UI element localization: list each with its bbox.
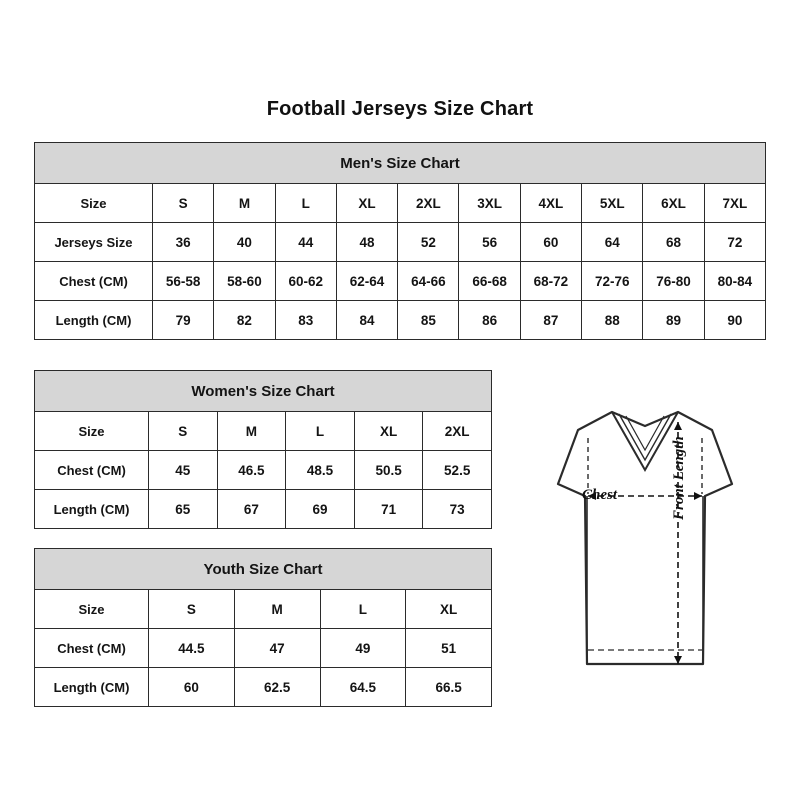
page-title: Football Jerseys Size Chart: [266, 98, 534, 120]
table-cell: 47: [234, 629, 320, 668]
table-cell: 56-58: [153, 262, 214, 301]
table-cell: M: [234, 590, 320, 629]
table-cell: 2XL: [398, 184, 459, 223]
table-cell: 84: [336, 301, 397, 340]
youth-section-heading: Youth Size Chart: [35, 549, 492, 590]
table-cell: 52: [398, 223, 459, 262]
table-cell: 51: [406, 629, 492, 668]
table-cell: 56: [459, 223, 520, 262]
row-label: Chest (CM): [35, 262, 153, 301]
row-label: Size: [35, 590, 149, 629]
table-section-header-row: [35, 371, 492, 412]
table-cell: 67: [217, 490, 286, 529]
table-cell: 86: [459, 301, 520, 340]
table-cell: 66-68: [459, 262, 520, 301]
table-cell: 7XL: [704, 184, 765, 223]
table-cell: M: [217, 412, 286, 451]
table-cell: 64: [582, 223, 643, 262]
table-cell: XL: [336, 184, 397, 223]
table-cell: 49: [320, 629, 406, 668]
womens-section-heading: Women's Size Chart: [35, 371, 492, 412]
table-cell: 52.5: [423, 451, 492, 490]
mens-size-table: [34, 142, 766, 340]
table-cell: L: [275, 184, 336, 223]
youth-size-table: [34, 548, 492, 707]
table-row: [35, 590, 492, 629]
mens-size-table-wrapper: [34, 142, 766, 340]
womens-size-table: [34, 370, 492, 529]
table-row: [35, 629, 492, 668]
row-label: Length (CM): [35, 490, 149, 529]
table-cell: 68: [643, 223, 704, 262]
row-label: Length (CM): [35, 668, 149, 707]
row-label: Chest (CM): [35, 451, 149, 490]
table-section-header-row: [35, 549, 492, 590]
table-cell: 60-62: [275, 262, 336, 301]
table-cell: 73: [423, 490, 492, 529]
table-row: [35, 412, 492, 451]
table-row: [35, 301, 766, 340]
mens-section-heading: Men's Size Chart: [35, 143, 766, 184]
table-cell: 65: [149, 490, 218, 529]
table-cell: 72: [704, 223, 765, 262]
row-label: Chest (CM): [35, 629, 149, 668]
table-section-header-row: [35, 143, 766, 184]
table-cell: 66.5: [406, 668, 492, 707]
table-cell: 69: [286, 490, 355, 529]
table-row: [35, 262, 766, 301]
table-cell: XL: [354, 412, 423, 451]
youth-size-table-wrapper: [34, 548, 492, 707]
table-cell: M: [214, 184, 275, 223]
table-cell: 64.5: [320, 668, 406, 707]
table-row: [35, 668, 492, 707]
table-cell: L: [286, 412, 355, 451]
table-cell: 80-84: [704, 262, 765, 301]
table-cell: 62.5: [234, 668, 320, 707]
chest-dimension-label: Chest: [582, 487, 618, 503]
table-cell: 87: [520, 301, 581, 340]
womens-size-table-wrapper: [34, 370, 492, 529]
table-cell: 68-72: [520, 262, 581, 301]
table-cell: 36: [153, 223, 214, 262]
table-cell: 44.5: [149, 629, 235, 668]
table-cell: 79: [153, 301, 214, 340]
table-cell: 72-76: [582, 262, 643, 301]
table-cell: 89: [643, 301, 704, 340]
table-cell: 60: [149, 668, 235, 707]
tshirt-measurement-diagram: [500, 392, 790, 692]
table-cell: 83: [275, 301, 336, 340]
table-row: [35, 490, 492, 529]
table-cell: 40: [214, 223, 275, 262]
table-cell: 64-66: [398, 262, 459, 301]
table-row: [35, 223, 766, 262]
table-cell: 90: [704, 301, 765, 340]
table-cell: S: [149, 590, 235, 629]
table-cell: 6XL: [643, 184, 704, 223]
table-cell: 44: [275, 223, 336, 262]
tshirt-icon: [500, 392, 790, 692]
table-row: [35, 184, 766, 223]
table-cell: 76-80: [643, 262, 704, 301]
table-cell: XL: [406, 590, 492, 629]
row-label: Size: [35, 412, 149, 451]
row-label: Jerseys Size: [35, 223, 153, 262]
table-cell: 85: [398, 301, 459, 340]
table-cell: 88: [582, 301, 643, 340]
table-cell: 45: [149, 451, 218, 490]
front-length-dimension-label: Front Length: [671, 436, 687, 520]
table-cell: 71: [354, 490, 423, 529]
table-cell: 3XL: [459, 184, 520, 223]
table-row: [35, 451, 492, 490]
table-cell: S: [149, 412, 218, 451]
table-cell: 62-64: [336, 262, 397, 301]
row-label: Length (CM): [35, 301, 153, 340]
table-cell: L: [320, 590, 406, 629]
table-cell: 48: [336, 223, 397, 262]
row-label: Size: [35, 184, 153, 223]
table-cell: 48.5: [286, 451, 355, 490]
table-cell: 5XL: [582, 184, 643, 223]
table-cell: 50.5: [354, 451, 423, 490]
table-cell: 58-60: [214, 262, 275, 301]
table-cell: S: [153, 184, 214, 223]
table-cell: 82: [214, 301, 275, 340]
table-cell: 4XL: [520, 184, 581, 223]
table-cell: 46.5: [217, 451, 286, 490]
table-cell: 60: [520, 223, 581, 262]
table-cell: 2XL: [423, 412, 492, 451]
